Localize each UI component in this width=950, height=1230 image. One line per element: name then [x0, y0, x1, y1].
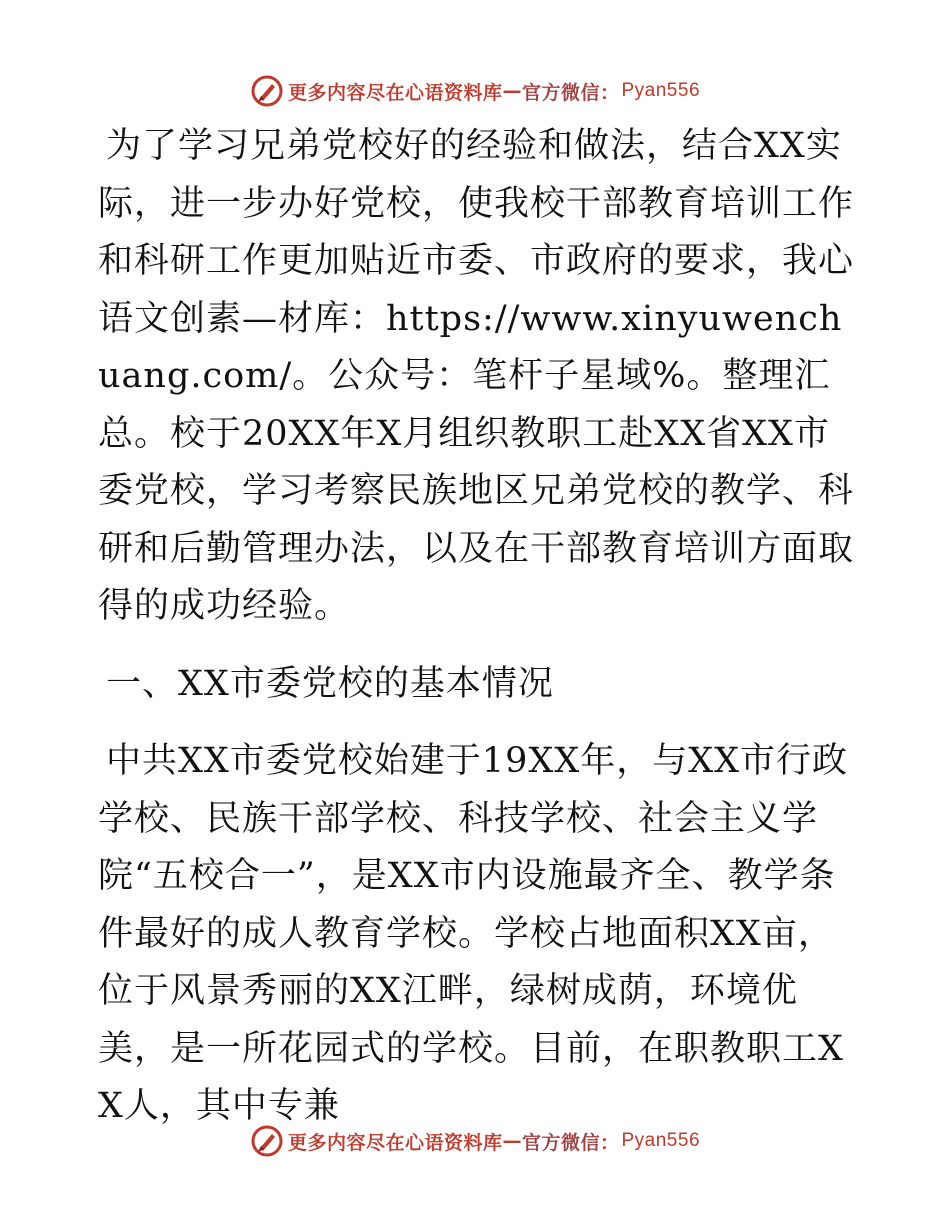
pen-logo-icon — [250, 1124, 284, 1158]
watermark-main-text: 更多内容尽在心语资料库 — [287, 1131, 503, 1154]
watermark-main-text: 更多内容尽在心语资料库 — [287, 81, 503, 104]
watermark-wechat-id: Pyan556 — [621, 80, 701, 101]
intro-paragraph: 为了学习兄弟党校好的经验和做法，结合XX实际，进一步办好党校，使我校干部教育培训工作和科研工作更加贴近市委、市政府的要求，我心语文创素—材库：https://www.xinyuwenchuang.com/。公众号：笔杆子星域%。整理汇总。校于20XX年X月组织教职工赴XX省XX市委党校，学习考察民族地区兄弟党校的教学、科研和后勤管理办法，以及在干部教育培训方面取得的成功经验。 — [98, 126, 855, 626]
section-heading: 一、XX市委党校的基本情况 — [106, 663, 554, 704]
watermark-label: 官方微信： — [521, 81, 620, 104]
watermark-dash: — — [502, 80, 522, 102]
body-paragraph: 中共XX市委党校始建于19XX年，与XX市行政学校、民族干部学校、科技学校、社会主义学院“五校合一”，是XX市内设施最齐全、教学条件最好的成人教育学校。学校占地面积XX亩，位于风景秀丽的XX江畔，绿树成荫，环境优美，是一所花园式的学校。目前，在职教职工XX人，其中专兼 — [98, 741, 849, 1126]
document-body — [98, 118, 858, 1136]
watermark-wechat-id: Pyan556 — [621, 1130, 701, 1151]
watermark-label: 官方微信： — [521, 1131, 620, 1154]
watermark-header — [0, 71, 950, 111]
watermark-footer — [0, 1121, 950, 1161]
pen-logo-icon — [250, 74, 284, 108]
watermark-dash: — — [502, 1130, 522, 1152]
